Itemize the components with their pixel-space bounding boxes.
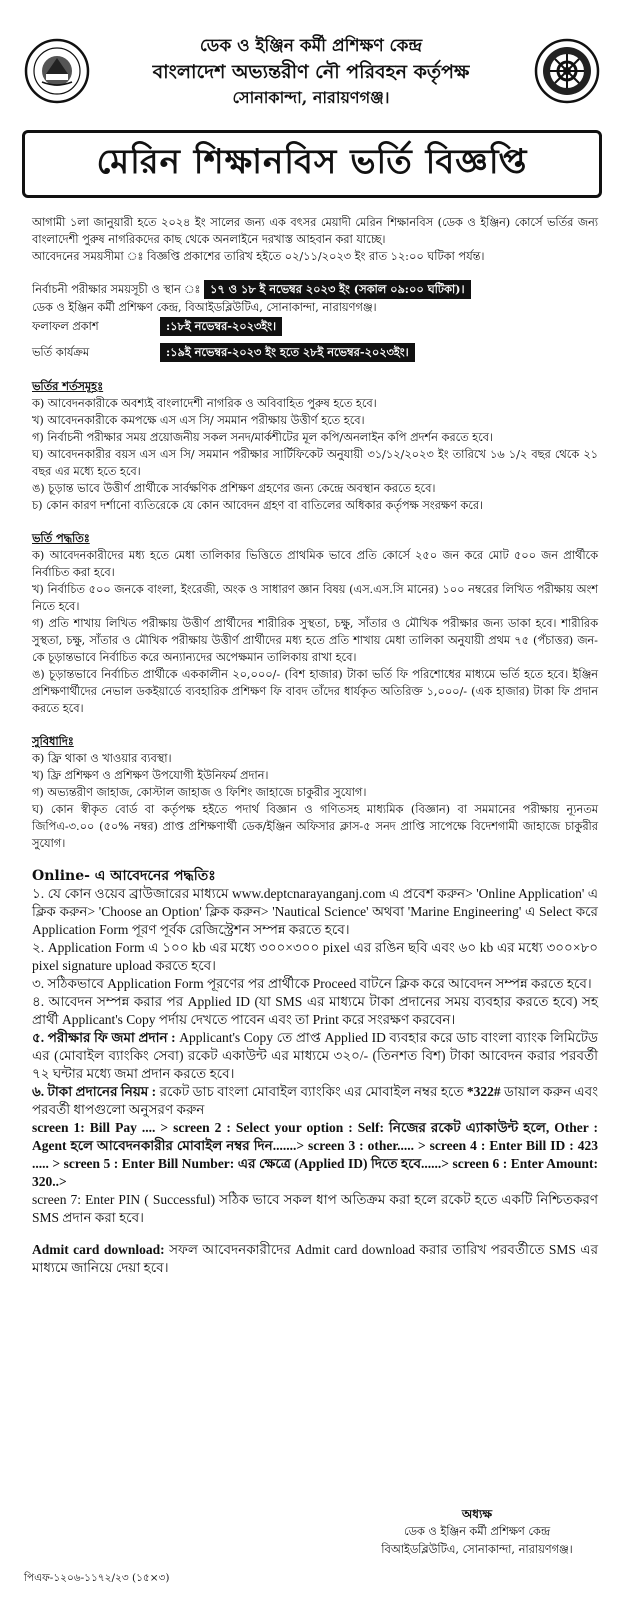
exam-schedule-row [32, 279, 598, 299]
payment-screens: screen 1: Bill Pay .... > screen 2 : Select your option : Self: নিজের রকেট এ্যাকাউন্ট হলে, Other : Agent হলে আবেদনকারীর মোবাইল নম্বর দিন.......> screen 3 : other..... > screen 4 : Enter Bill ID : 423 ..... > screen 5 : Enter Bill Number: এর ক্ষেত্রে (Applied ID) দিতে হবে......> screen 6 : Enter Amount: 320..> [32, 1120, 598, 1189]
result-row [32, 316, 598, 336]
online-step-5 [32, 1029, 598, 1083]
method-item: গ) প্রতি শাখায় লিখিত পরীক্ষায় উত্তীর্ণ প্রার্থীদের শারীরিক সুস্থতা, চক্ষু, সাঁতার ও মৌখিক পরীক্ষার জন্য ডাকা হবে। শারীরিক সুস্থতা, চক্ষু, সাঁতার ও মৌখিক পরীক্ষায় উত্তীর্ণ প্রার্থীদের মধ্য হতে প্রতি শাখায় মেধা তালিকা অনুযায়ী প্রথম ৭৫ (পঁচাত্তর) জন-কে চূড়ান্তভাবে নির্বাচিত করে অন্যান্যদের অপেক্ষমান তালিকায় রাখা হবে। [32, 617, 598, 664]
online-step-6 [32, 1083, 598, 1119]
exam-schedule-value: ১৭ ও ১৮ ই নভেম্বর ২০২৩ ইং (সকাল ০৯:০০ ঘটিকা)। [204, 280, 470, 299]
notice-body [32, 214, 598, 1277]
authority-name: বাংলাদেশ অভ্যন্তরীণ নৌ পরিবহন কর্তৃপক্ষ [152, 61, 470, 83]
online-step-1: ১. যে কোন ওয়েব ব্রাউজারের মাধ্যমে www.deptcnarayanganj.com এ প্রবেশ করুন> 'Online Application' এ ক্লিক করুন> 'Choose an Option' ক্লিক করুন> 'Nautical Science' অথবা 'Marine Engineering' এ Select করে Application Form পূরণ পূর্বক রেজিস্ট্রেশন সম্পন্ন করতে হবে। [32, 886, 598, 937]
condition-item: খ) আবেদনকারীকে কমপক্ষে এস এস সি/ সমমান পরীক্ষায় উত্তীর্ণ হতে হবে। [32, 414, 365, 427]
training-center-logo-right [534, 38, 600, 104]
online-step-3: ৩. সঠিকভাবে Application Form পূরণের পর প্রার্থীকে Proceed বাটনে ক্লিক করে আবেদন সম্পন্ন করতে হবে। [32, 976, 592, 991]
intro-paragraph: আগামী ১লা জানুয়ারী হতে ২০২৪ ইং সালের জন্য এক বৎসর মেয়াদী মেরিন শিক্ষানবিস (ডেক ও ইঞ্জিন) কোর্সে ভর্তির জন্য বাংলাদেশী পুরুষ নাগরিকদের কাছ থেকে অনলাইনে দরখাস্ত আহবান করা যাচ্ছে। [32, 216, 598, 246]
institute-location: সোনাকান্দা, নারায়ণগঞ্জ। [232, 88, 390, 107]
benefit-item: ক) ফ্রি থাকা ও খাওয়ার ব্যবস্থা। [32, 752, 172, 765]
conditions-heading: ভর্তির শর্তসমূহঃ [32, 379, 104, 393]
payment-rule-tail: ডায়াল করুন এবং পরবর্তী ধাপগুলো অনুসরণ করুন [32, 1084, 599, 1117]
header-text [96, 34, 526, 110]
admit-card-text: সফল আবেদনকারীদের Admit card download করার তারিখ পরবর্তীতে SMS এর মাধ্যমে জানিয়ে দেয়া হবে। [32, 1242, 599, 1275]
admission-value: :১৯ই নভেম্বর-২০২৩ ইং হতে ২৮ই নভেম্বর-২০২৩ইং। [160, 343, 415, 362]
method-item: খ) নির্বাচিত ৫০০ জনকে বাংলা, ইংরেজী, অংক ও সাধারণ জ্ঞান বিষয় (এস.এস.সি মানের) ১০০ নম্বরের লিখিত পরীক্ষায় অংশ নিতে হবে। [32, 583, 598, 613]
reference-number: পিএফ-১২০৬-১১৭২/২৩ (১৫×৩) [24, 1572, 170, 1584]
benefit-item: গ) অভ্যন্তরীণ জাহাজ, কোস্টাল জাহাজ ও ফিশিং জাহাজে চাকুরীর সুযোগ। [32, 786, 367, 799]
admission-row [32, 342, 598, 362]
ussd-code: *322# [466, 1084, 501, 1099]
fee-deposit-text: Applicant's Copy তে প্রাপ্ত Applied ID ব্যবহার করে ডাচ বাংলা ব্যাংক লিমিটেড এর (মোবাইল ব্যাংকিং সেবা) রকেট একাউন্ট এর মাধ্যমে ৩২০/- (তিনশত বিশ) টাকা আবেদন করার পরবর্তী ৭২ ঘন্টার মধ্যে জমা প্রদান করতে হবে। [32, 1030, 598, 1081]
signatory-address: বিআইডব্লিউটিএ, সোনাকান্দা, নারায়ণগঞ্জ। [381, 1543, 573, 1556]
signatory-org: ডেক ও ইঞ্জিন কর্মী প্রশিক্ষণ কেন্দ্র [404, 1525, 550, 1538]
method-item: ঙ) চূড়ান্তভাবে নির্বাচিত প্রার্থীকে এককালীন ২০,০০০/- (বিশ হাজার) টাকা ভর্তি ফি পরিশোধের মাধ্যমে ভর্তি হতে হবে। ইঞ্জিন প্রশিক্ষণার্থীদের নেভাল ডকইয়ার্ডে ব্যবহারিক প্রশিক্ষণ ফি বাবদ তাঁদের ধার্যকৃত অতিরিক্ত ১,০০০/- (এক হাজার) টাকা ফি প্রদান করতে হবে। [32, 668, 598, 715]
result-label: ফলাফল প্রকাশ [32, 319, 99, 333]
payment-rule-text: রকেট ডাচ বাংলা মোবাইল ব্যাংকিং এর মোবাইল নম্বর হতে [156, 1084, 467, 1099]
exam-schedule-label: নির্বাচনী পরীক্ষার সময়সূচী ও স্থান ঃ [32, 282, 201, 296]
payment-rule-label: ৬. টাকা প্রদানের নিয়ম : [32, 1084, 157, 1099]
signatory-designation: অধ্যক্ষ [461, 1507, 493, 1521]
method-item: ক) আবেদনকারীদের মধ্য হতে মেধা তালিকার ভিত্তিতে প্রাথমিক ভাবে প্রতি কোর্সে ২৫০ জন করে মোট ৫০০ জন প্রার্থীকে নির্বাচিত করা হবে। [32, 549, 598, 579]
online-step-4: ৪. আবেদন সম্পন্ন করার পর Applied ID (যা SMS এর মাধ্যমে টাকা প্রদানের সময় ব্যবহার করতে হবে) সহ প্রার্থী Applicant's Copy পর্দায় দেখতে পাবেন এবং তা Print করে সংরক্ষণ করবেন। [32, 994, 598, 1027]
biwta-logo-left [24, 38, 90, 104]
notice-title: মেরিন শিক্ষানবিস ভর্তি বিজ্ঞপ্তি [96, 141, 528, 182]
payment-screen-7: screen 7: Enter PIN ( Successful) সঠিক ভাবে সকল ধাপ অতিক্রম করা হলে রকেট হতে একটি নিশ্চিতকরণ SMS প্রদান করা হবে। [32, 1192, 598, 1225]
condition-item: চ) কোন কারণ দর্শানো ব্যতিরেকে যে কোন আবেদন গ্রহণ বা বাতিলের অধিকার কর্তৃপক্ষ সংরক্ষণ করে। [32, 499, 484, 512]
fee-deposit-label: ৫. পরীক্ষার ফি জমা প্রদান : [32, 1030, 176, 1045]
condition-item: ক) আবেদনকারীকে অবশ্যই বাংলাদেশী নাগরিক ও অবিবাহিত পুরুষ হতে হবে। [32, 397, 377, 410]
header [10, 8, 612, 118]
admission-label: ভর্তি কার্যক্রম [32, 345, 90, 359]
online-heading: Online- এ আবেদনের পদ্ধতিঃ [32, 868, 216, 884]
title-banner [22, 130, 602, 198]
result-value: :১৮ই নভেম্বর-২০২৩ইং। [160, 317, 282, 336]
benefit-item: ঘ) কোন স্বীকৃত বোর্ড বা কর্তৃপক্ষ হইতে পদার্থ বিজ্ঞান ও গণিতসহ মাধ্যমিক (বিজ্ঞান) বা সমমানের পরীক্ষায় ন্যূনতম জিপিএ-৩.০০ (৫০% নম্বর) প্রাপ্ত প্রশিক্ষণার্থী ডেক/ইঞ্জিন অফিসার ক্লাস-৫ সনদ প্রাপ্তি সাপেক্ষে বিদেশগামী জাহাজে চাকুরীর সুযোগ। [32, 803, 598, 850]
deadline-paragraph: আবেদনের সময়সীমা ঃ বিজ্ঞপ্তি প্রকাশের তারিখ হইতে ০২/১১/২০২৩ ইং রাত ১২:০০ ঘটিকা পর্যন্ত। [32, 250, 485, 263]
condition-item: ঘ) আবেদনকারীর বয়স এস এস সি/ সমমান পরীক্ষার সার্টিফিকেট অনুযায়ী ৩১/১২/২০২৩ ইং তারিখে ১৬ ১/২ বছর থেকে ২১ বছর এর মধ্যে হতে হবে। [32, 448, 598, 478]
condition-item: গ) নির্বাচনী পরীক্ষার সময় প্রয়োজনীয় সকল সনদ/মার্কশীটের মূল কপি/অনলাইন কপি প্রদর্শন করতে হবে। [32, 431, 493, 444]
exam-venue: ডেক ও ইঞ্জিন কর্মী প্রশিক্ষণ কেন্দ্র, বিআইডব্লিউটিএ, সোনাকান্দা, নারায়ণগঞ্জ। [32, 301, 377, 314]
online-step-2: ২. Application Form এ ১০০ kb এর মধ্যে ৩০০×৩০০ pixel এর রঙিন ছবি এবং ৬০ kb এর মধ্যে ৩০০×৮০ pixel signature upload করতে হবে। [32, 940, 598, 973]
condition-item: ঙ) চূড়ান্ত ভাবে উত্তীর্ণ প্রার্থীকে সার্বক্ষণিক প্রশিক্ষণ গ্রহণের জন্য কেন্দ্রে অবস্থান করতে হবে। [32, 482, 436, 495]
admit-card-label: Admit card download: [32, 1242, 165, 1257]
benefit-item: খ) ফ্রি প্রশিক্ষণ ও প্রশিক্ষণ উপযোগী ইউনিফর্ম প্রদান। [32, 769, 269, 782]
method-heading: ভর্তি পদ্ধতিঃ [32, 531, 90, 545]
institute-name: ডেক ও ইঞ্জিন কর্মী প্রশিক্ষণ কেন্দ্র [199, 36, 423, 56]
signature-block [362, 1505, 592, 1559]
benefits-heading: সুবিধাদিঃ [32, 734, 74, 748]
admit-card-note [32, 1241, 598, 1277]
notice-page [10, 8, 612, 1593]
